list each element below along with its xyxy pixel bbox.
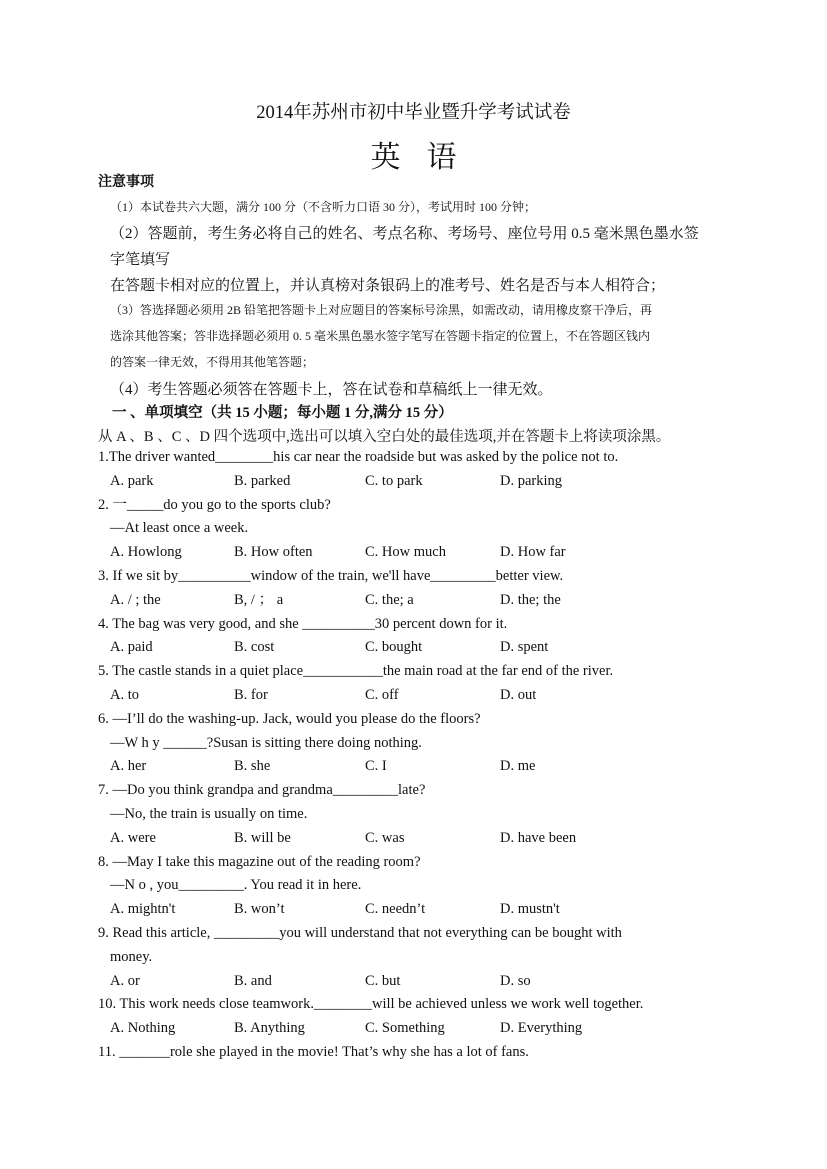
question-1 [0,448,827,496]
note-item-3-line-3: 的答案一律无效，不得用其他笔答题； [110,355,315,369]
question-9 [0,924,827,995]
option-a: A. park [110,472,154,489]
option-c: C. the; a [365,591,414,608]
question-7 [0,781,827,852]
option-a: A. mightn't [110,901,176,918]
question-text: 6. —I’ll do the washing-up. Jack, would you please do the floors? [98,710,481,727]
question-text: —N o , you_________. You read it in here. [110,877,362,894]
question-6 [0,710,827,781]
question-list [0,448,827,1067]
question-stem-continued [0,948,827,972]
option-d: D. mustn't [500,901,560,918]
question-text: 5. The castle stands in a quiet place___________the main road at the far end of the river. [98,663,614,680]
option-d: D. the; the [500,591,561,608]
option-a: A. her [110,758,147,775]
question-stem [0,710,827,734]
question-3 [0,567,827,615]
section-instruction: 从 A 、B 、C 、D 四个选项中,选出可以填入空白处的最佳选项,并在答题卡上将读项涂黑。 [98,429,671,445]
question-stem [0,496,827,520]
option-b: B. won’t [234,901,285,918]
question-stem [0,615,827,639]
question-8 [0,853,827,924]
option-c: C. bought [365,639,423,656]
option-d: D. parking [500,472,563,489]
option-c: C. to park [365,472,423,489]
option-d: D. spent [500,639,549,656]
question-text: —At least once a week. [110,520,249,537]
answer-options [0,1019,827,1043]
answer-options [0,686,827,710]
option-d: D. have been [500,829,577,846]
option-c: C. was [365,829,405,846]
answer-options [0,591,827,615]
exam-title: 2014年苏州市初中毕业暨升学考试试卷 [256,103,571,123]
note-item-3-line-1: （3）答选择题必须用 2B 铅笔把答题卡上对应题目的答案标号涂黑，如需改动，请用橡皮察干净后，再 [110,303,653,317]
section-heading: 一 、单项填空（共 15 小题；每小题 1 分,满分 15 分） [112,405,453,421]
question-10 [0,995,827,1043]
option-c: C. Something [365,1020,445,1037]
option-d: D. out [500,686,537,703]
option-a: A. were [110,829,156,846]
option-b: B. parked [234,472,291,489]
question-text: 11. _______role she played in the movie! That’s why she has a lot of fans. [98,1043,529,1060]
note-item-1: （1）本试卷共六大题，满分 100 分（不含听力口语 30 分），考试用时 100 分钟； [110,200,537,214]
option-b: B. Anything [234,1020,305,1037]
question-text: 8. —May I take this magazine out of the reading room? [98,853,421,870]
question-stem-continued [0,734,827,758]
option-a: A. to [110,686,139,703]
question-text: —No, the train is usually on time. [110,805,308,822]
question-text: money. [110,948,153,965]
option-c: C. but [365,972,401,989]
answer-options [0,472,827,496]
note-item-2-line-1: （2）答题前，考生务必将自己的姓名、考点名称、考场号、座位号用 0.5 毫米黑色墨水签 [110,226,699,242]
note-item-2-line-3: 在答题卡相对应的位置上，并认真榜对条银码上的准考号、姓名是否与本人相符合； [110,278,666,294]
option-b: B. she [234,758,271,775]
option-a: A. or [110,972,140,989]
answer-options [0,757,827,781]
question-text: 1.The driver wanted________his car near the roadside but was asked by the police not to. [98,449,619,465]
question-stem [0,853,827,877]
option-a: A. Howlong [110,544,182,561]
answer-options [0,900,827,924]
note-item-2-line-2: 字笔填写 [110,252,171,268]
option-a: A. paid [110,639,153,656]
option-d: D. so [500,972,531,989]
question-text: 10. This work needs close teamwork.________will be achieved unless we work well together. [98,996,644,1013]
question-stem [0,1043,827,1067]
question-stem [0,995,827,1019]
option-b: B, / ； a [234,591,284,608]
question-stem [0,662,827,686]
question-4 [0,615,827,663]
option-a: A. Nothing [110,1020,176,1037]
note-item-4: （4）考生答题必须答在答题卡上，答在试卷和草稿纸上一律无效。 [110,382,553,398]
option-d: D. me [500,758,536,775]
option-b: B. and [234,972,272,989]
notes-heading: 注意事项 [98,174,154,190]
option-c: C. I [365,758,387,775]
question-text: 9. Read this article, _________you will understand that not everything can be bought with [98,924,622,941]
option-c: C. How much [365,544,446,561]
subject-title: 英语 [370,141,483,174]
question-5 [0,662,827,710]
question-text: 7. —Do you think grandpa and grandma_________late? [98,782,426,799]
question-stem-continued [0,519,827,543]
question-text: 2. 一_____do you go to the sports club? [98,496,331,513]
option-c: C. needn’t [365,901,426,918]
question-text: 3. If we sit by__________window of the train, we'll have_________better view. [98,567,564,584]
option-c: C. off [365,686,399,703]
answer-options [0,972,827,996]
question-stem-continued [0,876,827,900]
question-stem [0,781,827,805]
answer-options [0,543,827,567]
question-text: 4. The bag was very good, and she __________30 percent down for it. [98,615,508,632]
answer-options [0,829,827,853]
question-text: —W h y ______?Susan is sitting there doing nothing. [110,734,422,751]
option-d: D. How far [500,544,566,561]
question-2 [0,496,827,567]
question-stem [0,567,827,591]
option-b: B. cost [234,639,275,656]
option-b: B. will be [234,829,291,846]
note-item-3-line-2: 选涂其他答案；答非选择题必须用 0. 5 毫米黑色墨水签字笔写在答题卡指定的位置上，不在答题区钱内 [110,329,651,343]
option-b: B. How often [234,544,313,561]
option-b: B. for [234,686,268,703]
question-11 [0,1043,827,1067]
option-a: A. / ; the [110,591,161,608]
answer-options [0,638,827,662]
question-stem [0,924,827,948]
question-stem-continued [0,805,827,829]
option-d: D. Everything [500,1020,583,1037]
question-stem [0,448,827,472]
